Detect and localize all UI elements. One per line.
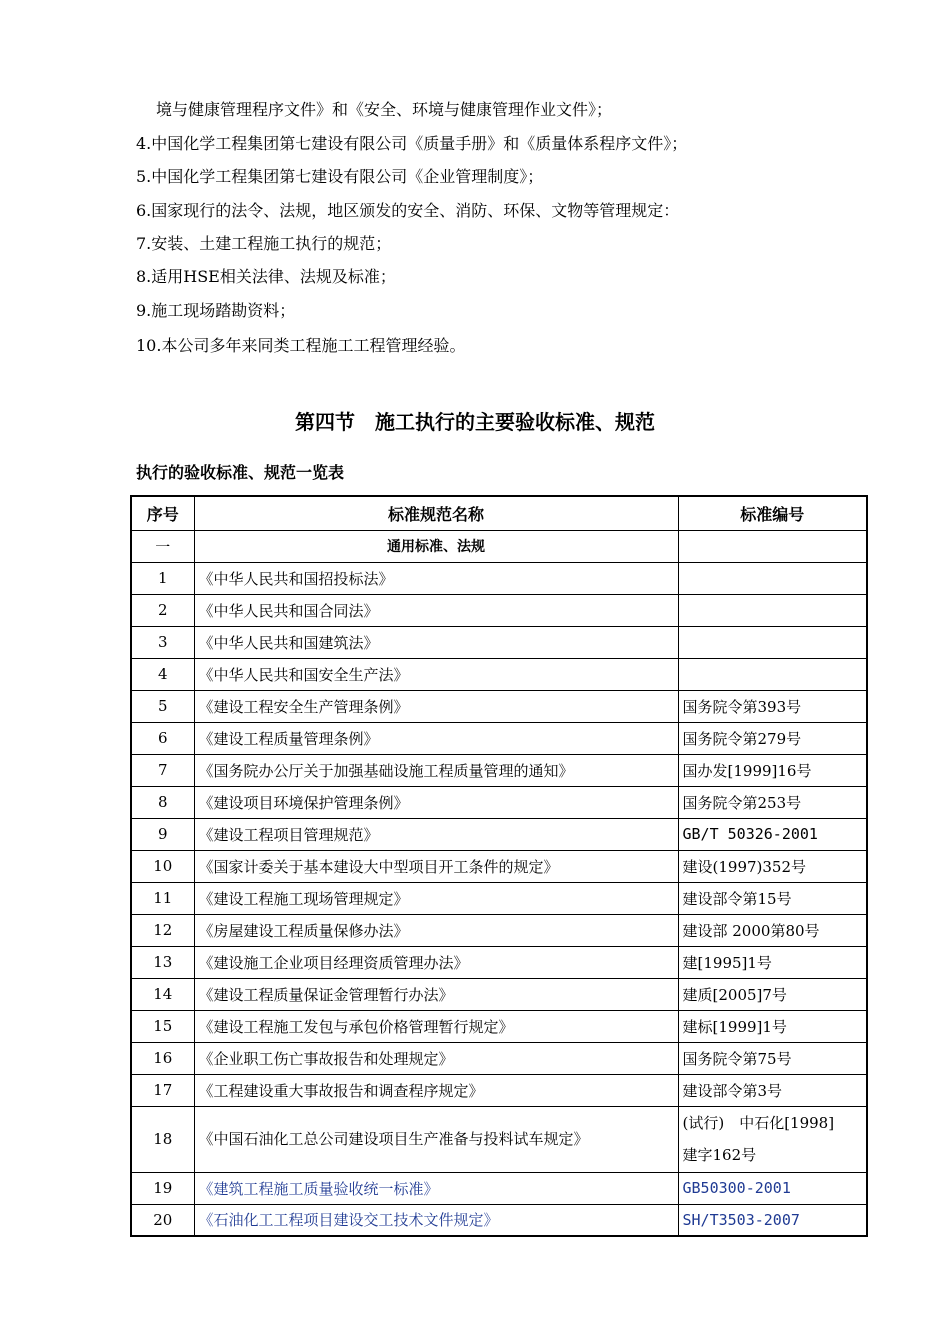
header-no: 序号 <box>131 496 194 530</box>
table-row <box>131 1172 867 1204</box>
row-name: 《建设工程施工发包与承包价格管理暂行规定》 <box>194 1010 678 1042</box>
row-no: 14 <box>131 978 194 1010</box>
header-name: 标准规范名称 <box>194 496 678 530</box>
row-name: 《建设工程质量管理条例》 <box>194 722 678 754</box>
list-item: 境与健康管理程序文件》和《安全、环境与健康管理作业文件》； <box>156 100 613 119</box>
row-name: 《中华人民共和国安全生产法》 <box>194 658 678 690</box>
table-row <box>131 658 867 690</box>
row-code: 建[1995]1号 <box>678 946 867 978</box>
group-no: 一 <box>131 530 194 562</box>
row-no: 15 <box>131 1010 194 1042</box>
group-code <box>678 530 867 562</box>
row-code: 建标[1999]1号 <box>678 1010 867 1042</box>
row-no: 13 <box>131 946 194 978</box>
row-name: 《石油化工工程项目建设交工技术文件规定》 <box>194 1204 678 1236</box>
row-name: 《建设工程安全生产管理条例》 <box>194 690 678 722</box>
row-name: 《房屋建设工程质量保修办法》 <box>194 914 678 946</box>
header-code: 标准编号 <box>678 496 867 530</box>
row-no: 2 <box>131 594 194 626</box>
row-name: 《建筑工程施工质量验收统一标准》 <box>194 1172 678 1204</box>
list-item: 10.本公司多年来同类工程施工工程管理经验。 <box>136 336 466 355</box>
row-no: 7 <box>131 754 194 786</box>
row-no: 12 <box>131 914 194 946</box>
list-item: 8.适用HSE相关法律、法规及标准； <box>136 267 396 286</box>
row-code <box>678 1106 867 1172</box>
row-no: 8 <box>131 786 194 818</box>
table-row <box>131 1042 867 1074</box>
row-no: 5 <box>131 690 194 722</box>
row-code-line: (试行) 中石化[1998] <box>682 1114 835 1132</box>
row-no: 6 <box>131 722 194 754</box>
section-title: 第四节 施工执行的主要验收标准、规范 <box>295 410 655 434</box>
row-no: 11 <box>131 882 194 914</box>
row-code: 国务院令第393号 <box>678 690 867 722</box>
table-row <box>131 690 867 722</box>
row-code: SH/T3503-2007 <box>678 1204 867 1236</box>
table-row <box>131 1010 867 1042</box>
row-no: 10 <box>131 850 194 882</box>
table-row <box>131 1074 867 1106</box>
row-code: 建设部 2000第80号 <box>678 914 867 946</box>
row-name: 《建设项目环境保护管理条例》 <box>194 786 678 818</box>
group-name: 通用标准、法规 <box>194 530 678 562</box>
table-row <box>131 1204 867 1236</box>
row-no: 19 <box>131 1172 194 1204</box>
row-no: 1 <box>131 562 194 594</box>
row-code: 建设部令第3号 <box>678 1074 867 1106</box>
row-name: 《国务院办公厅关于加强基础设施工程质量管理的通知》 <box>194 754 678 786</box>
row-no: 18 <box>131 1106 194 1172</box>
table-row <box>131 914 867 946</box>
row-code: 国办发[1999]16号 <box>678 754 867 786</box>
row-name: 《中华人民共和国合同法》 <box>194 594 678 626</box>
row-code: 建设部令第15号 <box>678 882 867 914</box>
row-code: 建设(1997)352号 <box>678 850 867 882</box>
table-row <box>131 594 867 626</box>
row-no: 9 <box>131 818 194 850</box>
table-row <box>131 786 867 818</box>
group-row <box>131 530 867 562</box>
row-name: 《中华人民共和国招投标法》 <box>194 562 678 594</box>
table-row <box>131 850 867 882</box>
row-name: 《建设工程质量保证金管理暂行办法》 <box>194 978 678 1010</box>
table-row <box>131 1106 867 1172</box>
row-code: 建质[2005]7号 <box>678 978 867 1010</box>
row-code <box>678 562 867 594</box>
table-header-row <box>131 496 867 530</box>
row-code-line: 建字162号 <box>682 1146 757 1164</box>
row-code: 国务院令第75号 <box>678 1042 867 1074</box>
table-row <box>131 562 867 594</box>
list-item: 4.中国化学工程集团第七建设有限公司《质量手册》和《质量体系程序文件》； <box>136 134 688 153</box>
table-row <box>131 882 867 914</box>
row-code: GB50300-2001 <box>678 1172 867 1204</box>
row-no: 17 <box>131 1074 194 1106</box>
row-name: 《国家计委关于基本建设大中型项目开工条件的规定》 <box>194 850 678 882</box>
row-name: 《工程建设重大事故报告和调查程序规定》 <box>194 1074 678 1106</box>
table-row <box>131 754 867 786</box>
row-name: 《中国石油化工总公司建设项目生产准备与投料试车规定》 <box>194 1106 678 1172</box>
row-code <box>678 658 867 690</box>
list-item: 7.安装、土建工程施工执行的规范； <box>136 234 392 253</box>
row-code: 国务院令第253号 <box>678 786 867 818</box>
list-item: 6.国家现行的法令、法规，地区颁发的安全、消防、环保、文物等管理规定： <box>136 201 680 220</box>
table-row <box>131 818 867 850</box>
table-row <box>131 946 867 978</box>
row-name: 《企业职工伤亡事故报告和处理规定》 <box>194 1042 678 1074</box>
row-name: 《中华人民共和国建筑法》 <box>194 626 678 658</box>
row-code <box>678 626 867 658</box>
row-no: 16 <box>131 1042 194 1074</box>
table-row <box>131 978 867 1010</box>
standards-table <box>130 495 868 1237</box>
list-item: 5.中国化学工程集团第七建设有限公司《企业管理制度》； <box>136 167 544 186</box>
row-no: 20 <box>131 1204 194 1236</box>
table-row <box>131 722 867 754</box>
row-name: 《建设施工企业项目经理资质管理办法》 <box>194 946 678 978</box>
table-row <box>131 626 867 658</box>
table-caption: 执行的验收标准、规范一览表 <box>136 463 345 482</box>
row-code <box>678 594 867 626</box>
row-no: 4 <box>131 658 194 690</box>
row-name: 《建设工程项目管理规范》 <box>194 818 678 850</box>
row-code: 国务院令第279号 <box>678 722 867 754</box>
row-name: 《建设工程施工现场管理规定》 <box>194 882 678 914</box>
row-code: GB/T 50326-2001 <box>678 818 867 850</box>
list-item: 9.施工现场踏勘资料； <box>136 301 296 320</box>
row-no: 3 <box>131 626 194 658</box>
